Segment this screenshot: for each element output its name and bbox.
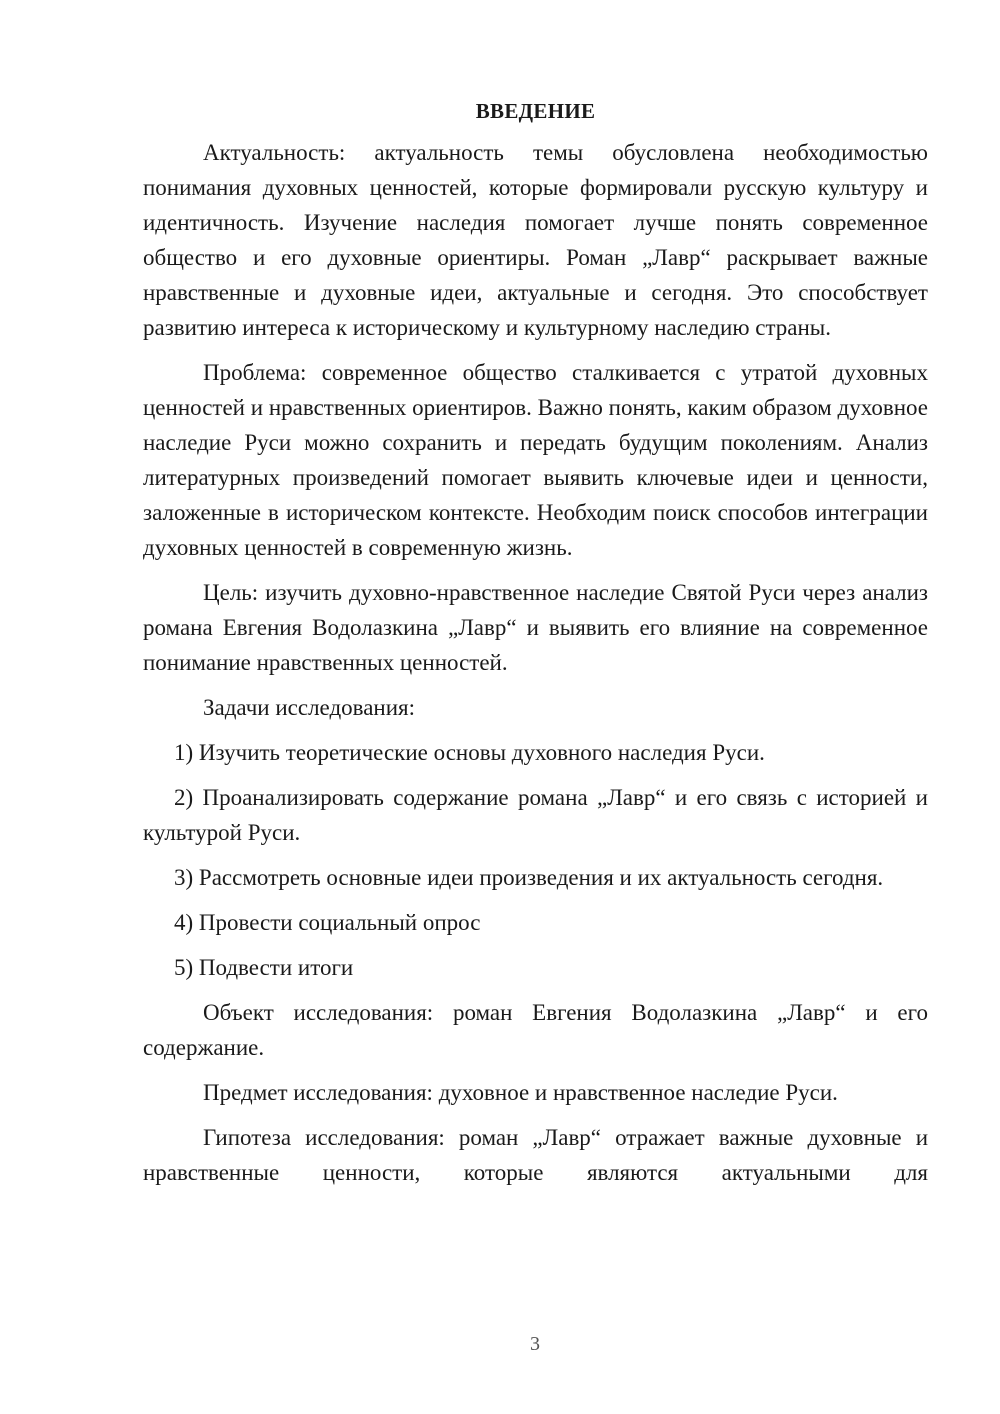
task-item-3: 3) Рассмотреть основные идеи произведения и их актуальность сегодня. xyxy=(174,865,884,890)
paragraph-problem: Проблема: современное общество сталкивается с утратой духовных ценностей и нравственных ориентиров. Важно понять, каким образом духовное наследие Руси можно сохранить и передать будущим поколениям. Анализ литературных произведений помогает выявить ключевые идеи и ценности, заложенные в историческом контексте. Необходим поиск способов интеграции духовных ценностей в современную жизнь. xyxy=(143,360,928,560)
paragraph-subject: Предмет исследования: духовное и нравственное наследие Руси. xyxy=(203,1080,838,1105)
section-heading: ВВЕДЕНИЕ xyxy=(475,99,596,123)
page-number: 3 xyxy=(530,1333,540,1355)
task-item-1: 1) Изучить теоретические основы духовного наследия Руси. xyxy=(174,740,765,765)
paragraph-hypothesis: Гипотеза исследования: роман „Лавр“ отражает важные духовные и нравственные ценности, которые являются актуальными для xyxy=(143,1125,928,1185)
paragraph-object: Объект исследования: роман Евгения Водолазкина „Лавр“ и его содержание. xyxy=(143,1000,928,1060)
page-content xyxy=(143,96,928,1200)
paragraph-relevance: Актуальность: актуальность темы обусловлена необходимостью понимания духовных ценностей, которые формировали русскую культуру и идентичность. Изучение наследия помогает лучше понять современное общество и его духовные ориентиры. Роман „Лавр“ раскрывает важные нравственные и духовные идеи, актуальные и сегодня. Это способствует развитию интереса к историческому и культурному наследию страны. xyxy=(143,140,928,340)
task-item-2: 2) Проанализировать содержание романа „Лавр“ и его связь с историей и культурой Руси. xyxy=(143,785,928,845)
paragraph-tasks-intro: Задачи исследования: xyxy=(203,695,416,720)
paragraph-goal: Цель: изучить духовно-нравственное наследие Святой Руси через анализ романа Евгения Водолазкина „Лавр“ и выявить его влияние на современное понимание нравственных ценностей. xyxy=(143,580,928,675)
task-item-5: 5) Подвести итоги xyxy=(174,955,354,980)
task-item-4: 4) Провести социальный опрос xyxy=(174,910,481,935)
